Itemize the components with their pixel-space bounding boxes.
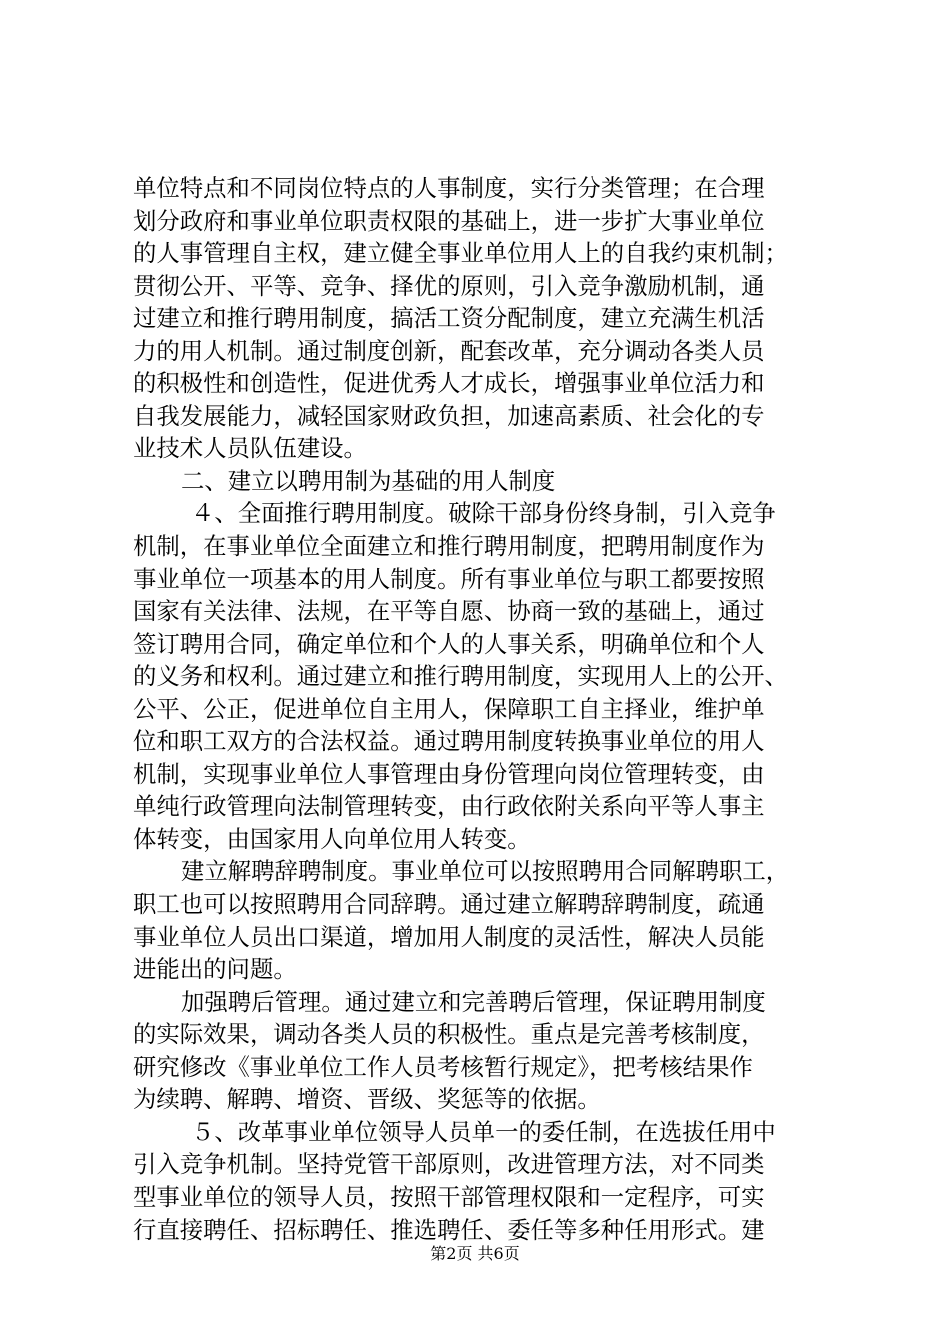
text-line: 划分政府和事业单位职责权限的基础上，进一步扩大事业单位 — [133, 206, 765, 235]
text-line: 行直接聘任、招标聘任、推选聘任、委任等多种任用形式。建 — [133, 1215, 765, 1244]
paragraph-first-line: ４、全面推行聘用制度。破除干部身份终身制，引入竞争 — [191, 499, 776, 528]
text-line: 引入竞争机制。坚持党管干部原则，改进管理方法，对不同类 — [133, 1150, 765, 1179]
page-number-label: 第2页 共6页 — [430, 1244, 520, 1263]
section-heading: 二、建立以聘用制为基础的用人制度 — [181, 466, 556, 495]
text-line: 的实际效果，调动各类人员的积极性。重点是完善考核制度， — [133, 1020, 765, 1049]
text-line: 型事业单位的领导人员，按照干部管理权限和一定程序，可实 — [133, 1182, 765, 1211]
text-line: 体转变，由国家用人向单位用人转变。 — [133, 824, 531, 853]
document-body — [133, 172, 823, 1246]
paragraph-first-line: ５、改革事业单位领导人员单一的委任制，在选拔任用中 — [191, 1117, 776, 1146]
text-line: 机制，实现事业单位人事管理由身份管理向岗位管理转变，由 — [133, 759, 765, 788]
text-line: 贯彻公开、平等、竞争、择优的原则，引入竞争激励机制，通 — [133, 271, 765, 300]
text-line: 的义务和权利。通过建立和推行聘用制度，实现用人上的公开、 — [133, 662, 788, 691]
text-line: 的积极性和创造性，促进优秀人才成长，增强事业单位活力和 — [133, 369, 765, 398]
paragraph-first-line: 建立解聘辞聘制度。事业单位可以按照聘用合同解聘职工， — [181, 857, 790, 886]
text-line: 事业单位人员出口渠道，增加用人制度的灵活性，解决人员能 — [133, 922, 765, 951]
text-line: 国家有关法律、法规，在平等自愿、协商一致的基础上，通过 — [133, 597, 765, 626]
text-line: 为续聘、解聘、增资、晋级、奖惩等的依据。 — [133, 1085, 601, 1114]
text-line: 机制，在事业单位全面建立和推行聘用制度，把聘用制度作为 — [133, 532, 765, 561]
text-line: 自我发展能力，减轻国家财政负担，加速高素质、社会化的专 — [133, 401, 765, 430]
page-number — [0, 1244, 950, 1264]
text-line: 业技术人员队伍建设。 — [133, 434, 367, 463]
text-line: 过建立和推行聘用制度，搞活工资分配制度，建立充满生机活 — [133, 304, 765, 333]
text-line: 事业单位一项基本的用人制度。所有事业单位与职工都要按照 — [133, 564, 765, 593]
text-line: 单位特点和不同岗位特点的人事制度，实行分类管理；在合理 — [133, 174, 765, 202]
text-line: 进能出的问题。 — [133, 955, 297, 984]
text-line: 公平、公正，促进单位自主用人，保障职工自主择业，维护单 — [133, 694, 765, 723]
text-line: 签订聘用合同，确定单位和个人的人事关系，明确单位和个人 — [133, 629, 765, 658]
text-line: 力的用人机制。通过制度创新，配套改革，充分调动各类人员 — [133, 336, 765, 365]
text-line: 的人事管理自主权，建立健全事业单位用人上的自我约束机制； — [133, 239, 788, 268]
text-line: 单纯行政管理向法制管理转变，由行政依附关系向平等人事主 — [133, 792, 765, 821]
paragraph-first-line: 加强聘后管理。通过建立和完善聘后管理，保证聘用制度 — [181, 987, 766, 1016]
text-line: 研究修改《事业单位工作人员考核暂行规定》，把考核结果作 — [133, 1052, 753, 1081]
text-line: 职工也可以按照聘用合同辞聘。通过建立解聘辞聘制度，疏通 — [133, 890, 765, 919]
text-line: 位和职工双方的合法权益。通过聘用制度转换事业单位的用人 — [133, 727, 765, 756]
